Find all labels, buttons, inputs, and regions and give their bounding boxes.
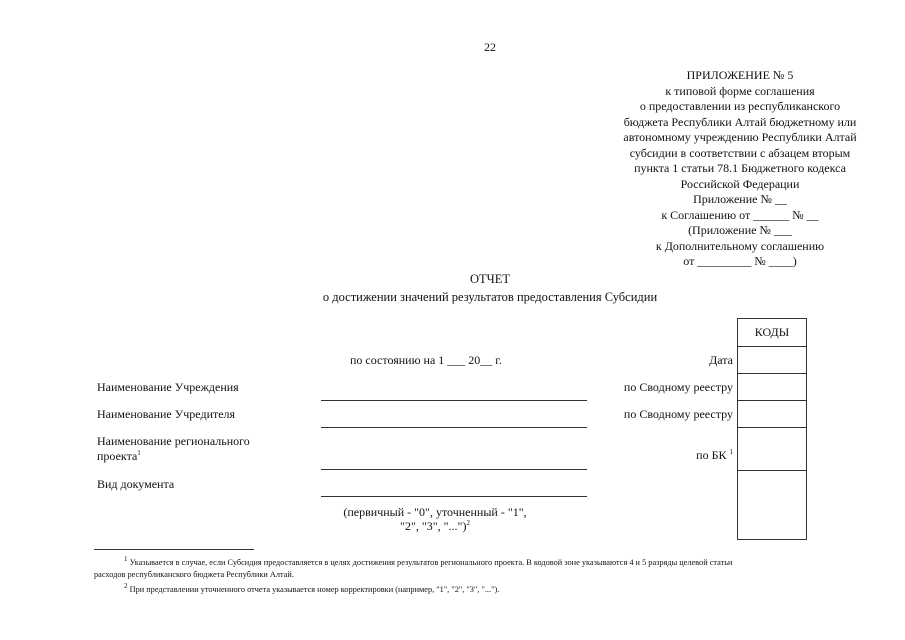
doc-type-code-cell[interactable] (738, 470, 806, 540)
doc-type-hint-text: "2", "3", "...") (400, 519, 467, 533)
footnote-1-text: Указывается в случае, если Субсидия предоставляется в целях достижения результатов регионального проекта. В кодовой зоне указываются 4 и 5 разряды целевой статьи (129, 558, 733, 567)
codes-header: КОДЫ (754, 325, 790, 339)
institution-label: Наименование Учреждения (97, 380, 239, 394)
footnote-ref: 1 (729, 448, 733, 456)
footnote-ref: 2 (466, 519, 470, 527)
registry-code-label-1: по Сводному реестру (623, 380, 733, 394)
footnote-2-mark: 2 (124, 582, 128, 591)
appendix-line: к Дополнительному соглашению (655, 238, 825, 253)
report-date-line: по состоянию на 1 ___ 20__ г. (350, 353, 502, 367)
page-number: 22 (484, 40, 496, 54)
date-code-cell[interactable] (738, 346, 806, 374)
bk-code-label (696, 448, 733, 463)
appendix-line: Приложение № __ (693, 192, 787, 206)
founder-label: Наименование Учредителя (97, 407, 236, 421)
registry-code-cell-1[interactable] (738, 373, 806, 401)
founder-field[interactable] (321, 427, 587, 428)
project-field[interactable] (321, 469, 587, 470)
appendix-line: Российской Федерации (680, 176, 800, 191)
registry-code-label-2: по Сводному реестру (623, 407, 733, 421)
bk-code-cell[interactable] (738, 427, 806, 471)
report-subtitle: о достижении значений результатов предоставления Субсидии (322, 290, 658, 304)
doc-type-hint-line1: (первичный - "0", уточненный - "1", (343, 505, 527, 519)
appendix-header (590, 68, 890, 270)
footnote-2-text: При представлении уточненного отчета указывается номер корректировки (например, "1", "2", "3", "..."). (129, 585, 500, 594)
appendix-line: пункта 1 статьи 78.1 Бюджетного кодекса (634, 161, 846, 175)
project-label-text: проекта (97, 449, 138, 463)
report-title: ОТЧЕТ (469, 272, 511, 286)
appendix-line: автономному учреждению Республики Алтай (623, 130, 857, 144)
footnote-1-line1 (94, 557, 886, 569)
doc-type-field[interactable] (321, 496, 587, 497)
doc-type-hint (300, 505, 570, 533)
footnote-1-line2: расходов республиканского бюджета Республики Алтай. (94, 570, 294, 579)
appendix-line: к Соглашению от ______ № __ (661, 207, 819, 222)
doc-type-hint-line2 (300, 519, 570, 533)
doc-type-label: Вид документа (97, 477, 175, 491)
footnote-1-mark: 1 (124, 555, 128, 564)
codes-table (737, 318, 807, 540)
appendix-line: о предоставлении из республиканского (639, 99, 841, 113)
footnote-divider (94, 549, 254, 550)
footnote-2 (124, 584, 499, 596)
appendix-line: к типовой форме соглашения (665, 83, 815, 98)
registry-code-cell-2[interactable] (738, 400, 806, 428)
footnote-1 (94, 557, 886, 581)
appendix-line: ПРИЛОЖЕНИЕ № 5 (686, 68, 794, 82)
appendix-line: субсидии в соответствии с абзацем вторым (629, 145, 851, 160)
project-label-line1: Наименование регионального (97, 434, 250, 448)
footnote-ref: 1 (137, 449, 141, 457)
institution-field[interactable] (321, 400, 587, 401)
bk-label-text: по БК (696, 448, 727, 462)
date-code-label: Дата (709, 353, 733, 367)
appendix-line: бюджета Республики Алтай бюджетному или (623, 114, 857, 129)
appendix-line: от _________ № ____) (683, 254, 797, 268)
appendix-line: (Приложение № ___ (688, 223, 792, 237)
project-label-line2 (97, 449, 141, 464)
